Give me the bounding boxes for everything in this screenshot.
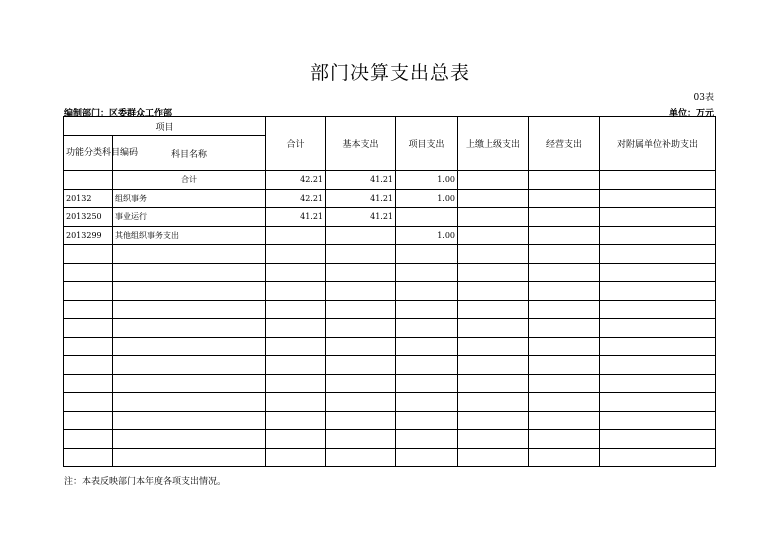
cell-total: 42.21 (266, 189, 326, 208)
empty-row (64, 319, 716, 338)
empty-cell (113, 411, 266, 430)
empty-cell (113, 282, 266, 301)
header-item: 项目 (64, 117, 266, 136)
empty-cell (458, 448, 529, 467)
empty-cell (396, 300, 458, 319)
empty-cell (600, 245, 716, 264)
header-upper-payment: 上缴上级支出 (458, 117, 529, 171)
empty-cell (396, 411, 458, 430)
empty-cell (458, 374, 529, 393)
empty-cell (326, 411, 396, 430)
cell-business (529, 208, 600, 227)
empty-row (64, 393, 716, 412)
department-label: 编制部门：区委群众工作部 (64, 109, 173, 119)
empty-cell (266, 263, 326, 282)
empty-cell (326, 448, 396, 467)
empty-cell (326, 319, 396, 338)
empty-cell (529, 245, 600, 264)
empty-cell (529, 356, 600, 375)
empty-cell (396, 356, 458, 375)
cell-upper (458, 189, 529, 208)
empty-cell (396, 337, 458, 356)
cell-subsidy (600, 226, 716, 245)
empty-cell (266, 393, 326, 412)
empty-row (64, 356, 716, 375)
empty-cell (600, 300, 716, 319)
empty-row (64, 411, 716, 430)
empty-cell (600, 374, 716, 393)
empty-cell (64, 356, 113, 375)
empty-cell (326, 300, 396, 319)
cell-code (64, 171, 113, 190)
empty-cell (266, 319, 326, 338)
header-subject-name: 科目名称 (113, 136, 266, 171)
empty-cell (458, 282, 529, 301)
empty-cell (600, 337, 716, 356)
empty-cell (266, 282, 326, 301)
empty-cell (458, 393, 529, 412)
empty-cell (458, 430, 529, 449)
empty-cell (396, 393, 458, 412)
header-func-code: 功能分类科目编码 (64, 136, 113, 171)
empty-cell (113, 356, 266, 375)
empty-cell (64, 319, 113, 338)
empty-cell (64, 448, 113, 467)
cell-total: 41.21 (266, 208, 326, 227)
cell-name: 其他组织事务支出 (113, 226, 266, 245)
empty-cell (600, 448, 716, 467)
cell-code: 2013299 (64, 226, 113, 245)
empty-cell (458, 319, 529, 338)
empty-row (64, 448, 716, 467)
cell-total (266, 226, 326, 245)
empty-cell (64, 300, 113, 319)
cell-name: 组织事务 (113, 189, 266, 208)
empty-cell (326, 282, 396, 301)
empty-row (64, 263, 716, 282)
expenditure-table (63, 116, 716, 467)
empty-cell (64, 393, 113, 412)
cell-subsidy (600, 189, 716, 208)
empty-cell (396, 430, 458, 449)
form-code: 03表 (693, 93, 714, 103)
cell-upper (458, 226, 529, 245)
table-row (64, 189, 716, 208)
empty-cell (458, 337, 529, 356)
empty-cell (266, 448, 326, 467)
cell-project: 1.00 (396, 226, 458, 245)
cell-business (529, 171, 600, 190)
empty-cell (64, 282, 113, 301)
cell-basic: 41.21 (326, 189, 396, 208)
empty-row (64, 430, 716, 449)
empty-cell (326, 337, 396, 356)
empty-cell (64, 245, 113, 264)
cell-project: 1.00 (396, 171, 458, 190)
empty-cell (113, 374, 266, 393)
empty-cell (64, 374, 113, 393)
cell-code: 20132 (64, 189, 113, 208)
cell-subsidy (600, 208, 716, 227)
cell-name: 事业运行 (113, 208, 266, 227)
empty-cell (326, 356, 396, 375)
empty-cell (326, 245, 396, 264)
empty-cell (529, 300, 600, 319)
empty-cell (266, 300, 326, 319)
empty-cell (113, 448, 266, 467)
empty-cell (529, 393, 600, 412)
cell-upper (458, 208, 529, 227)
cell-name: 合计 (113, 171, 266, 190)
empty-row (64, 374, 716, 393)
empty-cell (326, 393, 396, 412)
empty-cell (600, 319, 716, 338)
empty-cell (266, 337, 326, 356)
empty-row (64, 282, 716, 301)
empty-row (64, 245, 716, 264)
cell-basic: 41.21 (326, 171, 396, 190)
empty-cell (396, 282, 458, 301)
empty-cell (458, 411, 529, 430)
empty-cell (529, 337, 600, 356)
table-row (64, 226, 716, 245)
empty-cell (396, 319, 458, 338)
empty-cell (396, 263, 458, 282)
header-total: 合计 (266, 117, 326, 171)
empty-cell (458, 245, 529, 264)
empty-row (64, 337, 716, 356)
empty-cell (113, 319, 266, 338)
empty-cell (458, 356, 529, 375)
cell-business (529, 189, 600, 208)
empty-cell (396, 448, 458, 467)
empty-cell (529, 319, 600, 338)
empty-cell (326, 374, 396, 393)
empty-cell (326, 263, 396, 282)
empty-cell (529, 411, 600, 430)
empty-cell (326, 430, 396, 449)
empty-cell (529, 448, 600, 467)
empty-cell (529, 374, 600, 393)
empty-cell (529, 430, 600, 449)
cell-basic (326, 226, 396, 245)
empty-cell (113, 337, 266, 356)
header-business: 经营支出 (529, 117, 600, 171)
empty-cell (458, 300, 529, 319)
cell-code: 2013250 (64, 208, 113, 227)
table-row (64, 171, 716, 190)
empty-cell (396, 245, 458, 264)
header-subsidy: 对附属单位补助支出 (600, 117, 716, 171)
unit-label: 单位：万元 (668, 109, 714, 119)
empty-cell (64, 430, 113, 449)
empty-cell (529, 263, 600, 282)
cell-project: 1.00 (396, 189, 458, 208)
cell-subsidy (600, 171, 716, 190)
empty-cell (113, 393, 266, 412)
empty-cell (600, 411, 716, 430)
cell-business (529, 226, 600, 245)
cell-project (396, 208, 458, 227)
empty-cell (396, 374, 458, 393)
cell-total: 42.21 (266, 171, 326, 190)
empty-cell (113, 245, 266, 264)
header-basic: 基本支出 (326, 117, 396, 171)
page-title: 部门决算支出总表 (309, 62, 470, 84)
empty-cell (266, 411, 326, 430)
empty-cell (266, 356, 326, 375)
empty-cell (266, 430, 326, 449)
header-project: 项目支出 (396, 117, 458, 171)
footnote: 注：本表反映部门本年度各项支出情况。 (64, 477, 227, 487)
cell-upper (458, 171, 529, 190)
empty-cell (600, 430, 716, 449)
empty-cell (600, 393, 716, 412)
empty-cell (64, 337, 113, 356)
empty-cell (600, 263, 716, 282)
empty-cell (266, 374, 326, 393)
empty-cell (113, 300, 266, 319)
empty-cell (600, 282, 716, 301)
empty-cell (266, 245, 326, 264)
empty-cell (64, 263, 113, 282)
empty-cell (64, 411, 113, 430)
table-row (64, 208, 716, 227)
empty-cell (529, 282, 600, 301)
empty-cell (458, 263, 529, 282)
empty-row (64, 300, 716, 319)
empty-cell (113, 263, 266, 282)
empty-cell (113, 430, 266, 449)
empty-cell (600, 356, 716, 375)
cell-basic: 41.21 (326, 208, 396, 227)
